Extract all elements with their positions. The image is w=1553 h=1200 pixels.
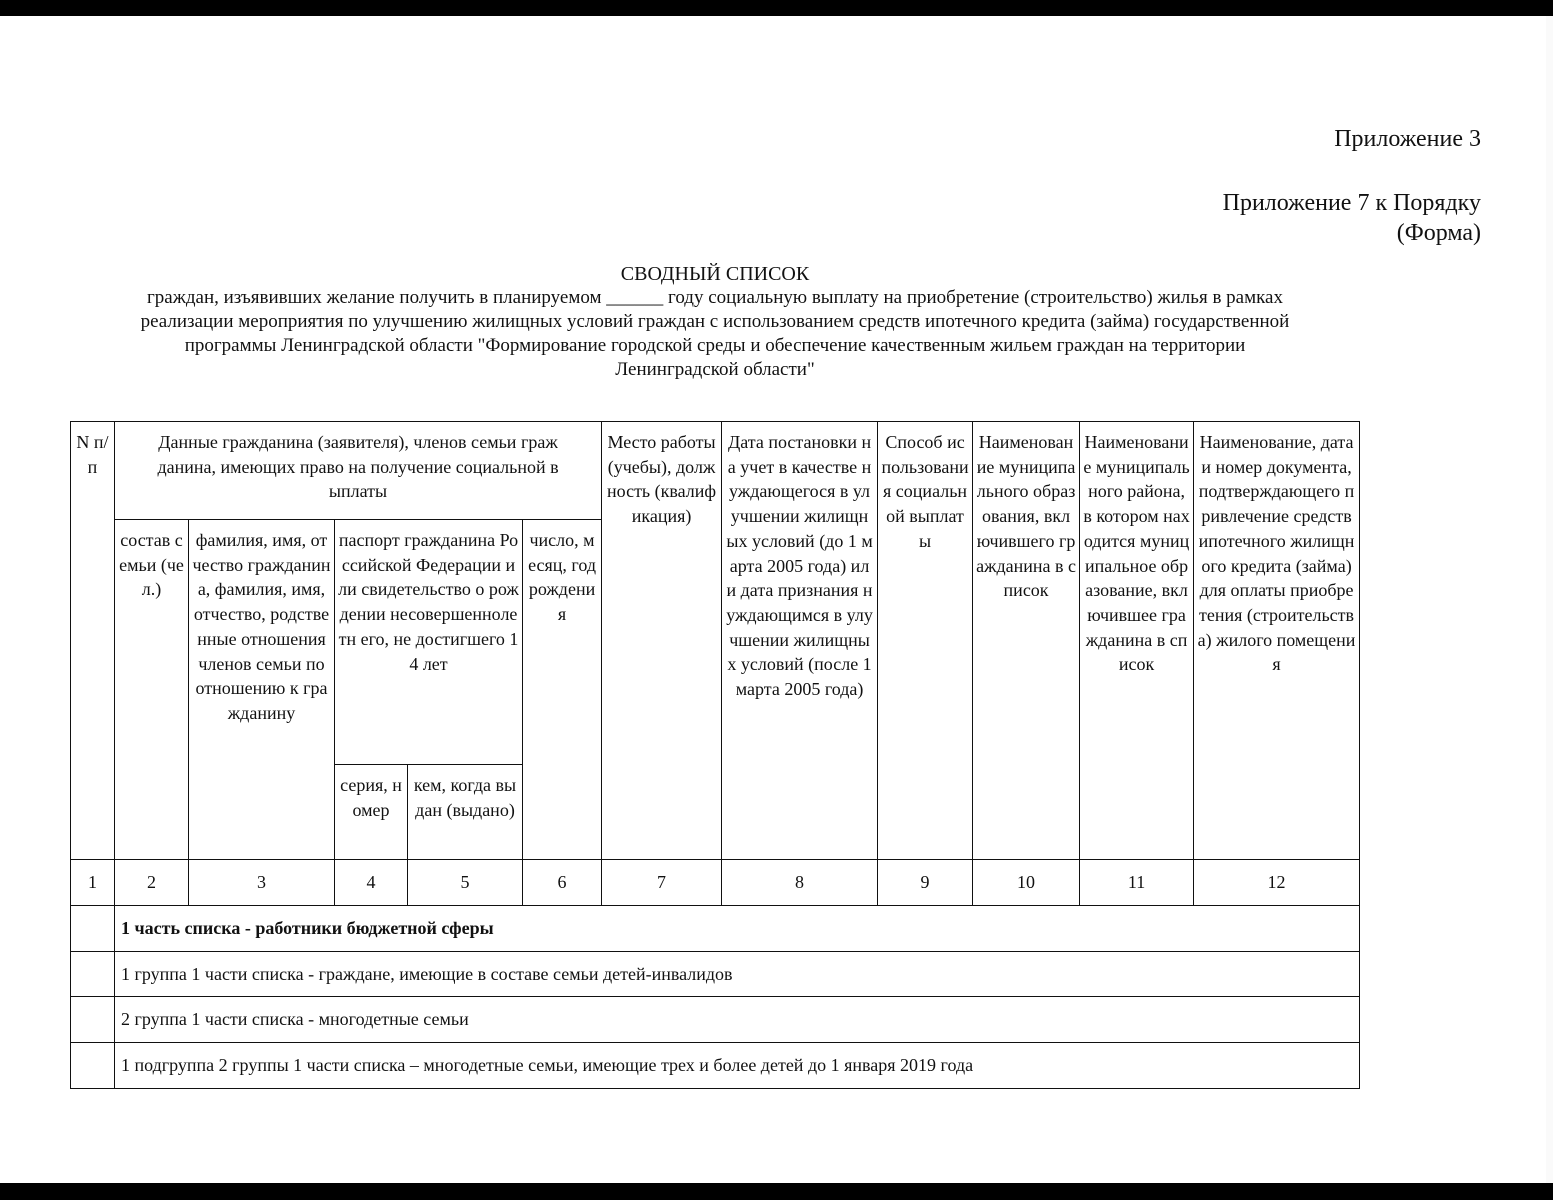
scan-border-top (0, 0, 1553, 16)
section-row-index (71, 997, 115, 1043)
column-number: 2 (115, 860, 189, 906)
appendix-7-line: Приложение 7 к Порядку (1222, 190, 1481, 216)
section-row-index (71, 1043, 115, 1089)
section-row (71, 906, 1360, 952)
form-label: (Форма) (1396, 220, 1481, 246)
header-issued: кем, когда выдан (выдано) (408, 765, 523, 860)
header-family-size: состав семьи (чел.) (115, 520, 189, 860)
column-number: 9 (878, 860, 973, 906)
header-payment-method: Способ использования социальной выплаты (878, 422, 973, 860)
header-num: N п/п (71, 422, 115, 860)
header-registration-date: Дата постановки на учет в качестве нуждающегося в улучшении жилищных условий (до 1 марта 2005 года) или дата признания нуждающимся в улучшении жилищных условий (после 1 марта 2005 года) (722, 422, 878, 860)
header-birth-date: число, месяц, год рождения (523, 520, 602, 860)
scan-border-bottom (0, 1183, 1553, 1200)
column-number: 6 (523, 860, 602, 906)
title-line-2: реализации мероприятия по улучшению жилищных условий граждан с использованием средств ипотечного кредита (займа) государственной (140, 311, 1290, 332)
title-line-3: программы Ленинградской области "Формирование городской среды и обеспечение качественным жильем граждан на территории (184, 335, 1246, 356)
title-heading: СВОДНЫЙ СПИСОК (620, 263, 810, 285)
header-workplace: Место работы (учебы), должность (квалификация) (602, 422, 722, 860)
column-number: 5 (408, 860, 523, 906)
column-number: 1 (71, 860, 115, 906)
section-label: 1 часть списка - работники бюджетной сферы (115, 906, 1360, 952)
header-full-name: фамилия, имя, отчество гражданина, фамилия, имя, отчество, родственные отношения членов семьи по отношению к гражданину (189, 520, 335, 860)
document-title (60, 262, 1370, 382)
section-row-index (71, 906, 115, 952)
column-number: 4 (335, 860, 408, 906)
column-number: 7 (602, 860, 722, 906)
section-row-index (71, 951, 115, 997)
section-row (71, 997, 1360, 1043)
column-numbers-row (71, 860, 1360, 906)
section-label: 2 группа 1 части списка - многодетные семьи (115, 997, 1360, 1043)
header-district: Наименование муниципального района, в котором находится муниципальное образование, включившее гражданина в список (1080, 422, 1194, 860)
summary-list-table (70, 421, 1360, 1089)
section-label: 1 подгруппа 2 группы 1 части списка – многодетные семьи, имеющие трех и более детей до 1 января 2019 года (115, 1043, 1360, 1089)
section-label: 1 группа 1 части списка - граждане, имеющие в составе семьи детей-инвалидов (115, 951, 1360, 997)
column-number: 10 (973, 860, 1080, 906)
title-line-4: Ленинградской области" (615, 359, 815, 380)
scan-edge-right (1546, 16, 1553, 1183)
header-passport: паспорт гражданина Российской Федерации или свидетельство о рождении несовершеннолетн его, не достигшего 14 лет (335, 520, 523, 765)
column-number: 3 (189, 860, 335, 906)
column-number: 12 (1194, 860, 1360, 906)
header-series: серия, номер (335, 765, 408, 860)
section-row (71, 1043, 1360, 1089)
header-citizen-data: Данные гражданина (заявителя), членов семьи гражданина, имеющих право на получение социальной выплаты (115, 422, 602, 520)
section-row (71, 951, 1360, 997)
header-document: Наименование, дата и номер документа, подтверждающего привлечение средств ипотечного жилищного кредита (займа) для оплаты приобретения (строительства) жилого помещения (1194, 422, 1360, 860)
column-number: 11 (1080, 860, 1194, 906)
title-line-1: граждан, изъявивших желание получить в планируемом ______ году социальную выплату на приобретение (строительство) жилья в рамках (146, 287, 1283, 308)
appendix-3-label: Приложение 3 (1334, 126, 1481, 152)
column-number: 8 (722, 860, 878, 906)
appendix-7-label (1223, 188, 1481, 248)
header-municipality: Наименование муниципального образования, включившего гражданина в список (973, 422, 1080, 860)
